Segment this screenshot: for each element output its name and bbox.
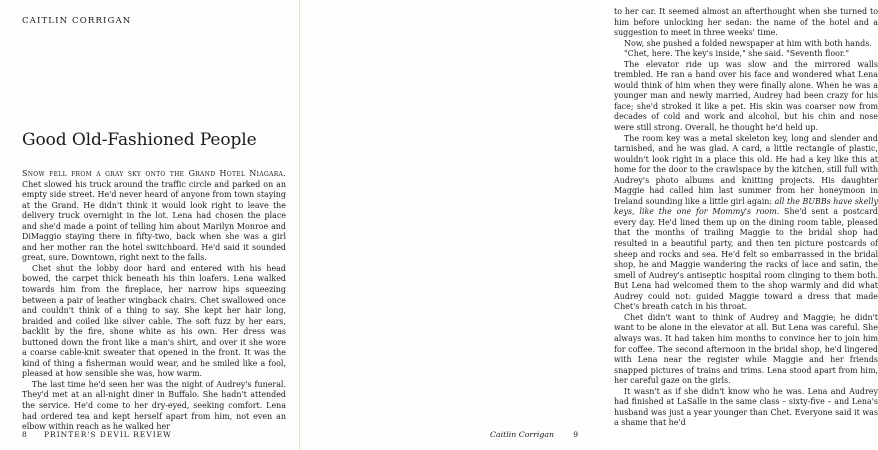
paragraph-10: It wasn't as if she didn't know who he was. Lena and Audrey had finished at LaSalle in the same class – sixty-five – and Lena's husband was just a year younger than Chet. Everyone said it was a shame that he'd bbox=[614, 386, 878, 428]
right-page bbox=[300, 0, 878, 450]
paragraph-4: to her car. It seemed almost an afterthought when she turned to him before unlocking her sedan: the name of the hotel and a suggestion to meet in three weeks' time. bbox=[614, 7, 878, 38]
paragraph-3: The last time he'd seen her was the night of Audrey's funeral. They'd met at an all-night diner in Buffalo. She hadn't attended the service. He'd come to her dry-eyed, seeking comfort. Lena had ordered tea and kept herself apart from him, not even an elbow within reach as he walked her bbox=[22, 379, 286, 432]
paragraph-7: The elevator ride up was slow and the mirrored walls trembled. He ran a hand over his face and wondered what Lena would think of him when they were finally alone. When he was a younger man and newly married, Audrey had been crazy for his face; she'd stroked it like a pet. His skin was coarser now from decades of cold and work and alcohol, but his chin and nose were still strong. Overall, he thought he'd held up. bbox=[614, 59, 878, 133]
author-name-footer: Caitlin Corrigan bbox=[490, 430, 554, 439]
paragraph-8-end: She'd sent a postcard every day. He'd lined them up on the dining room table, pleased that the months of trailing Maggie to the bridal shop had resulted in a beautiful party, and then ten picture postcards of sheep and rocks and sea. He'd felt so embarrassed in the bridal shop, he and Maggie wandering the racks of lace and satin, the smell of Audrey's antiseptic hospital room clinging to them both. But Lena had welcomed them to the shop warmly and did what Audrey could not: guided Maggie toward a dress that made Chet's breath catch in his throat. bbox=[614, 207, 878, 312]
left-body-text bbox=[22, 169, 286, 433]
story-title: Good Old-Fashioned People bbox=[22, 130, 257, 150]
paragraph-1 bbox=[22, 169, 286, 264]
paragraph-9: Chet didn't want to think of Audrey and Maggie; he didn't want to be alone in the elevator at all. But Lena was careful. She always was. It had taken him months to convince her to join him for coffee. The second afternoon in the bridal shop, he'd lingered with Lena near the register while Maggie and her friends snapped pictures of trains and trims. Lena stood apart from him, her careful gaze on the girls. bbox=[614, 312, 878, 386]
paragraph-8-italic: all the BUBBs have skelly keys, like the one for Mommy's room. bbox=[614, 196, 878, 217]
opening-small-caps: Snow fell from a gray sky onto the Grand Hotel Niagara. bbox=[22, 169, 286, 178]
paragraph-6: "Chet, here. The key's inside," she said. "Seventh floor." bbox=[624, 49, 849, 59]
paragraph-2: Chet shut the lobby door hard and entered with his head bowed, the carpet thick beneath his thin loafers. Lena walked towards him from the fireplace, her narrow hips squeezing between a pair of leather wingback chairs. Chet swallowed once and couldn't think of a thing to say. She kept her hair long, braided and coiled like silver cable. The soft fuzz by her ears, backlit by the fire, shone white as his own. Her dress was buttoned down the front like a man's shirt, and over it she wore a coarse cable-knit sweater that opened in the front. It was the kind of thing a fisherman would wear, and he smiled like a fool, pleased at how sensible she was, how warm. bbox=[22, 263, 286, 379]
left-page bbox=[0, 0, 300, 450]
right-body-text bbox=[614, 7, 878, 429]
journal-name-footer: PRINTER'S DEVIL REVIEW bbox=[44, 430, 172, 439]
paragraph-1-rest: Chet slowed his truck around the traffic circle and parked on an empty side street. He'd never heard of anyone from town staying at the Grand. He didn't think it would look right to leave the delivery truck overnight in the lot. Lena had chosen the place and she'd made a point of telling him about Marilyn Monroe and DiMaggio staying there in fifty-two, back when she was a girl and her mother ran the hotel switchboard. He'd said it sounded great, sure. Downtown, right next to the falls. bbox=[22, 179, 286, 263]
page-number-left: 8 bbox=[22, 430, 27, 439]
paragraph-5: Now, she pushed a folded newspaper at him with both hands. bbox=[624, 38, 872, 48]
running-head: CAITLIN CORRIGAN bbox=[22, 16, 132, 26]
paragraph-8 bbox=[614, 134, 878, 313]
paragraph-8-start: The room key was a metal skeleton key, long and slender and tarnished, and he was glad. A card, a little rectangle of plastic, wouldn't look right in a place this old. He had a key like this at home for the door to the crawlspace by the kitchen, still full with Audrey's photo albums and knitting projects. His daughter Maggie had called him last summer from her honeymoon in Ireland sounding like a little girl again: bbox=[614, 133, 878, 206]
page-number-right: 9 bbox=[573, 430, 578, 439]
